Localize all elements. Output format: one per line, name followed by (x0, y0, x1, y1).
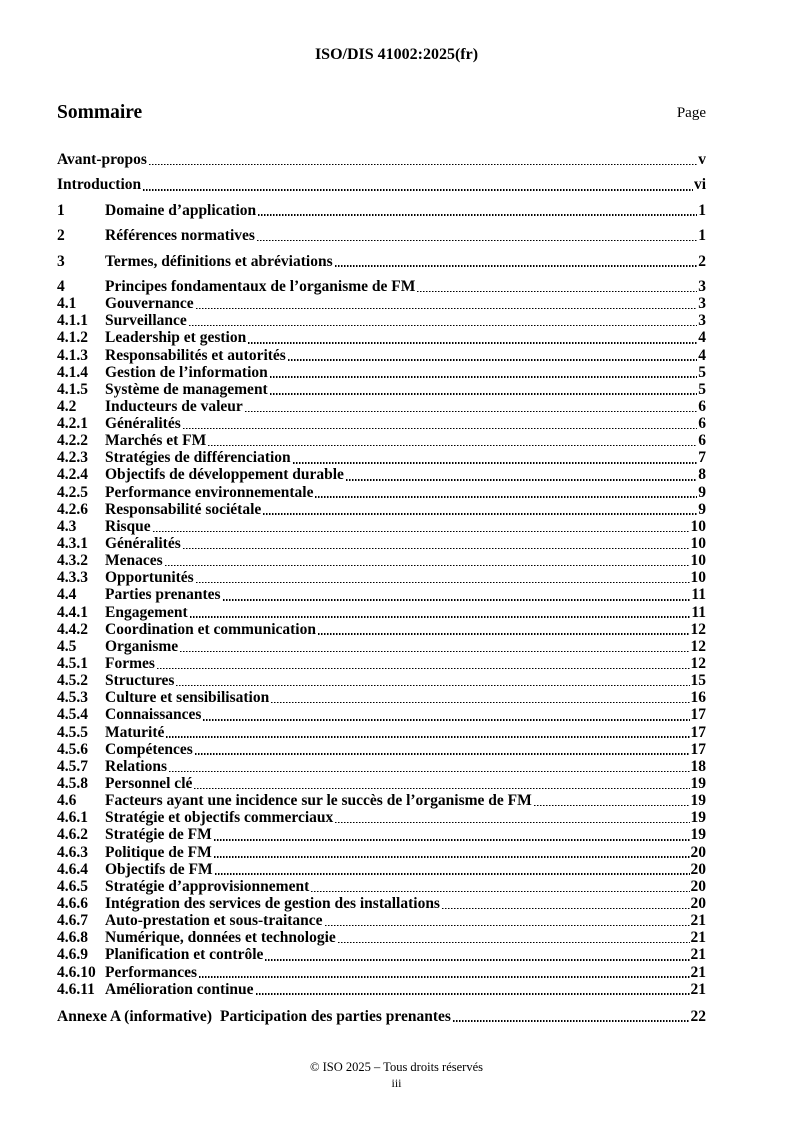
toc-entry-title: Performance environnementale (105, 483, 314, 501)
document-header: ISO/DIS 41002:2025(fr) (314, 46, 479, 63)
table-of-contents (57, 151, 706, 1025)
toc-entry-number: 4.5.6 (57, 740, 88, 758)
toc-entry[interactable] (57, 518, 706, 535)
toc-entry[interactable] (57, 398, 706, 415)
toc-entry-page: 4 (698, 346, 706, 364)
toc-entry-number: 3 (57, 252, 65, 270)
toc-entry-number: 4.6 (57, 792, 77, 810)
toc-entry-number: 4 (57, 277, 65, 295)
toc-entry[interactable] (57, 569, 706, 586)
toc-entry-page: 21 (690, 963, 706, 981)
toc-entry-page: 19 (690, 826, 706, 844)
toc-entry-page: 6 (698, 415, 706, 433)
toc-entry-number: 4.5.7 (57, 757, 88, 775)
toc-entry-title: Engagement (105, 603, 188, 621)
toc-entry-page: 21 (690, 912, 706, 930)
toc-leader-dots (288, 359, 697, 361)
toc-entry-title: Responsabilités et autorités (105, 346, 286, 364)
toc-entry-page: 3 (698, 312, 706, 330)
toc-entry-title: Avant-propos (57, 150, 147, 168)
toc-entry[interactable] (57, 844, 706, 861)
toc-entry-number: 4.6.11 (57, 980, 95, 998)
toc-leader-dots (214, 839, 690, 841)
toc-entry-title: Principes fondamentaux de l’organisme de FM (105, 277, 416, 295)
toc-entry-page: 5 (698, 380, 706, 398)
toc-entry-title: Planification et contrôle (105, 946, 264, 964)
toc-entry-number: 4.1 (57, 295, 77, 313)
toc-entry-title: Stratégies de différenciation (105, 449, 291, 467)
toc-entry[interactable] (57, 895, 706, 912)
toc-entry-page: 9 (698, 483, 706, 501)
toc-entry[interactable] (57, 809, 706, 826)
toc-entry[interactable] (57, 202, 706, 219)
toc-entry-number: 4.2.5 (57, 483, 88, 501)
toc-entry-number: 4.2.1 (57, 415, 88, 433)
toc-entry-number: 4.5.5 (57, 723, 88, 741)
toc-entry-title: Formes (105, 655, 155, 673)
toc-leader-dots (263, 513, 697, 515)
toc-entry-title: Gestion de l’information (105, 363, 268, 381)
toc-entry-number: 4.6.2 (57, 826, 88, 844)
toc-entry-number: 4.6.3 (57, 843, 88, 861)
toc-entry-page: vi (693, 176, 706, 194)
toc-entry-page: 19 (690, 809, 706, 827)
toc-leader-dots (534, 805, 690, 807)
toc-leader-dots (318, 633, 690, 635)
toc-entry-title: Références normatives (105, 227, 255, 245)
toc-entry-page: 4 (698, 329, 706, 347)
toc-entry-number: 4.5.2 (57, 672, 88, 690)
toc-entry[interactable] (57, 484, 706, 501)
toc-entry-title: Parties prenantes (105, 586, 221, 604)
toc-entry-page: 3 (698, 277, 706, 295)
toc-entry-number: 2 (57, 227, 65, 245)
toc-entry-page: 7 (698, 449, 706, 467)
toc-leader-dots (248, 342, 697, 344)
toc-leader-dots (223, 599, 691, 601)
toc-entry-title: Menaces (105, 552, 163, 570)
toc-entry[interactable] (57, 946, 706, 963)
copyright-notice: © ISO 2025 – Tous droits réservés (310, 1060, 483, 1074)
toc-entry[interactable] (57, 775, 706, 792)
toc-leader-dots (257, 240, 697, 242)
toc-entry-page: 20 (690, 860, 706, 878)
toc-entry-number: 4.6.5 (57, 877, 88, 895)
toc-leader-dots (346, 479, 697, 481)
toc-entry[interactable] (57, 176, 706, 193)
toc-leader-dots (258, 214, 697, 216)
toc-leader-dots (335, 265, 698, 267)
toc-entry-page: 8 (698, 466, 706, 484)
toc-entry-title: Objectifs de FM (105, 860, 213, 878)
toc-entry-page: 11 (691, 603, 706, 621)
toc-entry-number: 4.3.2 (57, 552, 88, 570)
toc-entry-page: 17 (690, 723, 706, 741)
toc-entry-title: Généralités (105, 535, 181, 553)
toc-leader-dots (195, 753, 690, 755)
toc-entry-page: 6 (698, 397, 706, 415)
toc-entry[interactable] (57, 758, 706, 775)
toc-entry[interactable] (57, 912, 706, 929)
toc-leader-dots (180, 651, 689, 653)
toc-entry-page: 19 (690, 792, 706, 810)
toc-entry[interactable] (57, 929, 706, 946)
toc-entry-page: 17 (690, 706, 706, 724)
toc-entry[interactable] (57, 638, 706, 655)
toc-entry-page: 19 (690, 775, 706, 793)
toc-entry-title: Compétences (105, 740, 193, 758)
toc-leader-dots (157, 668, 690, 670)
toc-entry-title: Participation des parties prenantes (219, 1007, 451, 1025)
toc-entry-page: 10 (690, 535, 706, 553)
toc-entry-number: 4.2 (57, 397, 77, 415)
toc-entry-page: 5 (698, 363, 706, 381)
toc-entry-number: 4.2.2 (57, 432, 88, 450)
toc-entry[interactable] (57, 467, 706, 484)
toc-entry-number: 4.6.7 (57, 912, 88, 930)
toc-entry-title: Coordination et communication (105, 620, 316, 638)
toc-entry-page: 10 (690, 552, 706, 570)
toc-entry-number: 4.4.2 (57, 620, 88, 638)
toc-leader-dots (453, 1020, 690, 1022)
toc-leader-dots (442, 908, 690, 910)
toc-entry-page: 11 (691, 586, 706, 604)
toc-entry[interactable] (57, 706, 706, 723)
toc-entry-title: Maturité (105, 723, 165, 741)
toc-entry[interactable] (57, 861, 706, 878)
toc-entry-title: Domaine d’application (105, 201, 257, 219)
toc-leader-dots (183, 548, 690, 550)
toc-entry-title: Objectifs de développement durable (105, 466, 344, 484)
toc-entry[interactable] (57, 449, 706, 466)
toc-leader-dots (293, 462, 698, 464)
toc-entry-title: Stratégie et objectifs commerciaux (105, 809, 334, 827)
toc-entry[interactable] (57, 964, 706, 981)
toc-entry[interactable] (57, 672, 706, 689)
toc-entry-title: Numérique, données et technologie (105, 929, 336, 947)
toc-entry-title: Organisme (105, 637, 179, 655)
toc-entry-page: 2 (698, 252, 706, 270)
toc-leader-dots (270, 393, 698, 395)
toc-entry-number: 4.3 (57, 517, 77, 535)
toc-entry-title: Risque (105, 517, 151, 535)
toc-entry-title: Performances (105, 963, 198, 981)
toc-entry-page: 10 (690, 569, 706, 587)
toc-leader-dots (270, 376, 698, 378)
toc-entry-number: 4.6.6 (57, 895, 88, 912)
toc-entry-title: Termes, définitions et abréviations (105, 252, 333, 270)
toc-leader-dots (338, 942, 690, 944)
toc-entry-number: 4.2.6 (57, 500, 88, 518)
toc-entry[interactable] (57, 312, 706, 329)
toc-entry[interactable] (57, 364, 706, 381)
toc-entry[interactable] (57, 604, 706, 621)
toc-leader-dots (143, 189, 693, 191)
toc-entry-title: Structures (105, 672, 175, 690)
toc-leader-dots (165, 565, 690, 567)
toc-entry-number: 4.1.3 (57, 346, 88, 364)
toc-entry-page: 21 (690, 980, 706, 998)
toc-entry-page: 16 (690, 689, 706, 707)
toc-entry-number: 4.5.3 (57, 689, 88, 707)
toc-entry[interactable] (57, 741, 706, 758)
toc-entry-number: 4.1.2 (57, 329, 88, 347)
toc-entry-title: Stratégie d’approvisionnement (105, 877, 310, 895)
toc-entry-number: 4.5.4 (57, 706, 88, 724)
toc-entry-page: 6 (698, 432, 706, 450)
toc-entry-page: 20 (690, 843, 706, 861)
toc-leader-dots (176, 685, 689, 687)
toc-leader-dots (208, 445, 697, 447)
toc-heading: Sommaire (57, 102, 143, 123)
toc-entry-title: Inducteurs de valeur (105, 397, 243, 415)
toc-entry-page: v (698, 150, 706, 168)
toc-entry-title: Intégration des services de gestion des installations (105, 895, 440, 912)
toc-entry-number: 4.1.4 (57, 363, 88, 381)
toc-entry[interactable] (57, 227, 706, 244)
toc-entry-page: 1 (698, 201, 706, 219)
toc-entry-page: 10 (690, 517, 706, 535)
toc-entry[interactable] (57, 552, 706, 569)
toc-entry[interactable] (57, 689, 706, 706)
toc-leader-dots (256, 993, 690, 995)
toc-entry-title: Généralités (105, 415, 181, 433)
toc-leader-dots (315, 496, 697, 498)
toc-entry-page: 17 (690, 740, 706, 758)
toc-entry-title: Personnel clé (105, 775, 193, 793)
toc-entry[interactable] (57, 878, 706, 895)
toc-entry-number: 4.2.4 (57, 466, 88, 484)
toc-leader-dots (417, 291, 697, 293)
toc-entry[interactable] (57, 151, 706, 168)
toc-leader-dots (196, 582, 690, 584)
toc-entry-title: Marchés et FM (105, 432, 207, 450)
toc-entry[interactable] (57, 981, 706, 998)
toc-leader-dots (190, 616, 691, 618)
toc-leader-dots (335, 822, 689, 824)
toc-entry-title: Gouvernance (105, 295, 194, 313)
toc-entry-title: Amélioration continue (105, 980, 254, 998)
toc-entry-number: 4.5.1 (57, 655, 88, 673)
toc-entry-number: 4.4.1 (57, 603, 88, 621)
toc-entry-number: 4.6.9 (57, 946, 88, 964)
toc-entry-title: Introduction (57, 176, 142, 194)
toc-entry-number: 4.3.1 (57, 535, 88, 553)
toc-entry-page: 18 (690, 757, 706, 775)
toc-entry[interactable] (57, 1008, 706, 1025)
toc-leader-dots (189, 325, 697, 327)
toc-entry-number: 4.2.3 (57, 449, 88, 467)
toc-entry-title: Relations (105, 757, 167, 775)
toc-leader-dots (183, 428, 697, 430)
toc-entry-title: Responsabilité sociétale (105, 500, 262, 518)
toc-entry[interactable] (57, 655, 706, 672)
toc-entry-title: Connaissances (105, 706, 202, 724)
toc-entry-number: 4.6.1 (57, 809, 88, 827)
toc-entry[interactable] (57, 724, 706, 741)
page-column-label: Page (676, 105, 706, 121)
toc-entry-page: 12 (690, 637, 706, 655)
toc-entry[interactable] (57, 253, 706, 270)
toc-entry-number: 4.1.5 (57, 380, 88, 398)
toc-leader-dots (149, 164, 697, 166)
toc-leader-dots (215, 873, 690, 875)
toc-leader-dots (245, 411, 697, 413)
toc-entry-number: 4.6.8 (57, 929, 88, 947)
toc-entry-title: Stratégie de FM (105, 826, 212, 844)
toc-entry-number: 4.6.10 (57, 963, 96, 981)
toc-entry[interactable] (57, 792, 706, 809)
toc-entry-title: Politique de FM (105, 843, 212, 861)
toc-leader-dots (271, 702, 689, 704)
toc-entry-title: Opportunités (105, 569, 194, 587)
toc-entry-page: 22 (690, 1007, 706, 1025)
toc-entry-title: Surveillance (105, 312, 187, 330)
toc-entry-title: Facteurs ayant une incidence sur le succès de l’organisme de FM (105, 792, 532, 810)
toc-entry[interactable] (57, 278, 706, 295)
toc-entry[interactable] (57, 432, 706, 449)
toc-leader-dots (199, 976, 689, 978)
toc-leader-dots (214, 856, 690, 858)
toc-entry[interactable] (57, 621, 706, 638)
toc-entry-title: Leadership et gestion (105, 329, 247, 347)
toc-entry[interactable] (57, 501, 706, 518)
toc-entry-page: 9 (698, 500, 706, 518)
toc-entry-title: Système de management (105, 380, 268, 398)
toc-entry-page: 12 (690, 620, 706, 638)
toc-entry-page: 15 (690, 672, 706, 690)
toc-leader-dots (311, 891, 689, 893)
toc-entry-number: 1 (57, 201, 65, 219)
toc-entry[interactable] (57, 415, 706, 432)
toc-entry-number: 4.4 (57, 586, 77, 604)
toc-leader-dots (169, 771, 690, 773)
toc-entry-number: 4.1.1 (57, 312, 88, 330)
toc-entry-page: 12 (690, 655, 706, 673)
toc-leader-dots (194, 788, 689, 790)
toc-entry-page: 1 (698, 227, 706, 245)
toc-entry-page: 21 (690, 946, 706, 964)
toc-entry-number: 4.6.4 (57, 860, 88, 878)
toc-leader-dots (153, 531, 690, 533)
page-number: iii (391, 1076, 402, 1090)
toc-entry-annex-label: Annexe A (informative) (57, 1007, 212, 1025)
toc-leader-dots (325, 925, 690, 927)
toc-entry-number: 4.3.3 (57, 569, 88, 587)
toc-entry-number: 4.5 (57, 637, 77, 655)
toc-entry[interactable] (57, 381, 706, 398)
toc-entry-page: 20 (690, 895, 706, 912)
toc-entry[interactable] (57, 347, 706, 364)
toc-entry[interactable] (57, 586, 706, 603)
toc-entry[interactable] (57, 329, 706, 346)
toc-entry-title: Auto-prestation et sous-traitance (105, 912, 323, 930)
toc-entry[interactable] (57, 826, 706, 843)
toc-entry-page: 20 (690, 877, 706, 895)
toc-leader-dots (265, 959, 689, 961)
toc-leader-dots (203, 719, 689, 721)
toc-leader-dots (166, 736, 689, 738)
toc-entry-page: 21 (690, 929, 706, 947)
toc-entry-page: 3 (698, 295, 706, 313)
toc-entry-title: Culture et sensibilisation (105, 689, 270, 707)
toc-entry[interactable] (57, 535, 706, 552)
toc-leader-dots (196, 308, 698, 310)
toc-entry-number: 4.5.8 (57, 775, 88, 793)
toc-entry[interactable] (57, 295, 706, 312)
